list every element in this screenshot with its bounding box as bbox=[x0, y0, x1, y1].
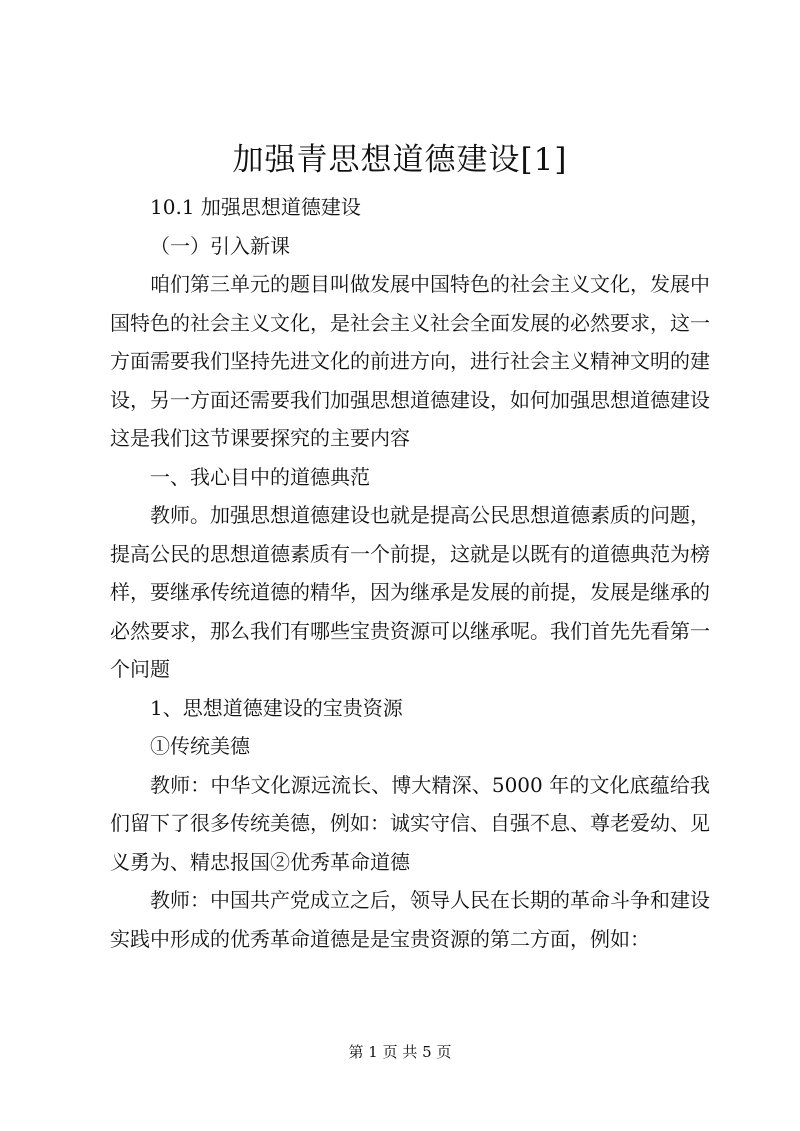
page-number-footer: 第 1 页 共 5 页 bbox=[348, 1043, 452, 1061]
body-paragraph: 教师。加强思想道德建设也就是提高公民思想道德素质的问题，提高公民的思想道德素质有一个前提，这就是以既有的道德典范为榜样，要继承传统道德的精华，因为继承是发展的前提，发展是继承的必然要求，那么我们有哪些宝贵资源可以继承呢。我们首先先看第一个问题 bbox=[110, 503, 710, 681]
document-body bbox=[110, 188, 710, 958]
subsection-heading: （一）引入新课 bbox=[150, 233, 290, 258]
subsection-heading: 一、我心目中的道德典范 bbox=[150, 464, 370, 489]
document-title: 加强青思想道德建设[1] bbox=[232, 142, 568, 178]
body-paragraph: 教师：中国共产党成立之后，领导人民在长期的革命斗争和建设实践中形成的优秀革命道德是是宝贵资源的第二方面，例如： bbox=[110, 888, 710, 951]
list-item-heading: ①传统美德 bbox=[150, 734, 250, 758]
subsection-heading: 1、思想道德建设的宝贵资源 bbox=[150, 695, 403, 720]
body-paragraph: 咱们第三单元的题目叫做发展中国特色的社会主义文化，发展中国特色的社会主义文化，是社会主义社会全面发展的必然要求，这一方面需要我们坚持先进文化的前进方向，进行社会主义精神文明的建设，另一方面还需要我们加强思想道德建设，如何加强思想道德建设这是我们这节课要探究的主要内容 bbox=[110, 272, 710, 450]
section-heading: 10.1 加强思想道德建设 bbox=[150, 195, 361, 219]
body-paragraph: 教师：中华文化源远流长、博大精深、5000 年的文化底蕴给我们留下了很多传统美德，例如：诚实守信、自强不息、尊老爱幼、见义勇为、精忠报国②优秀革命道德 bbox=[110, 772, 710, 874]
